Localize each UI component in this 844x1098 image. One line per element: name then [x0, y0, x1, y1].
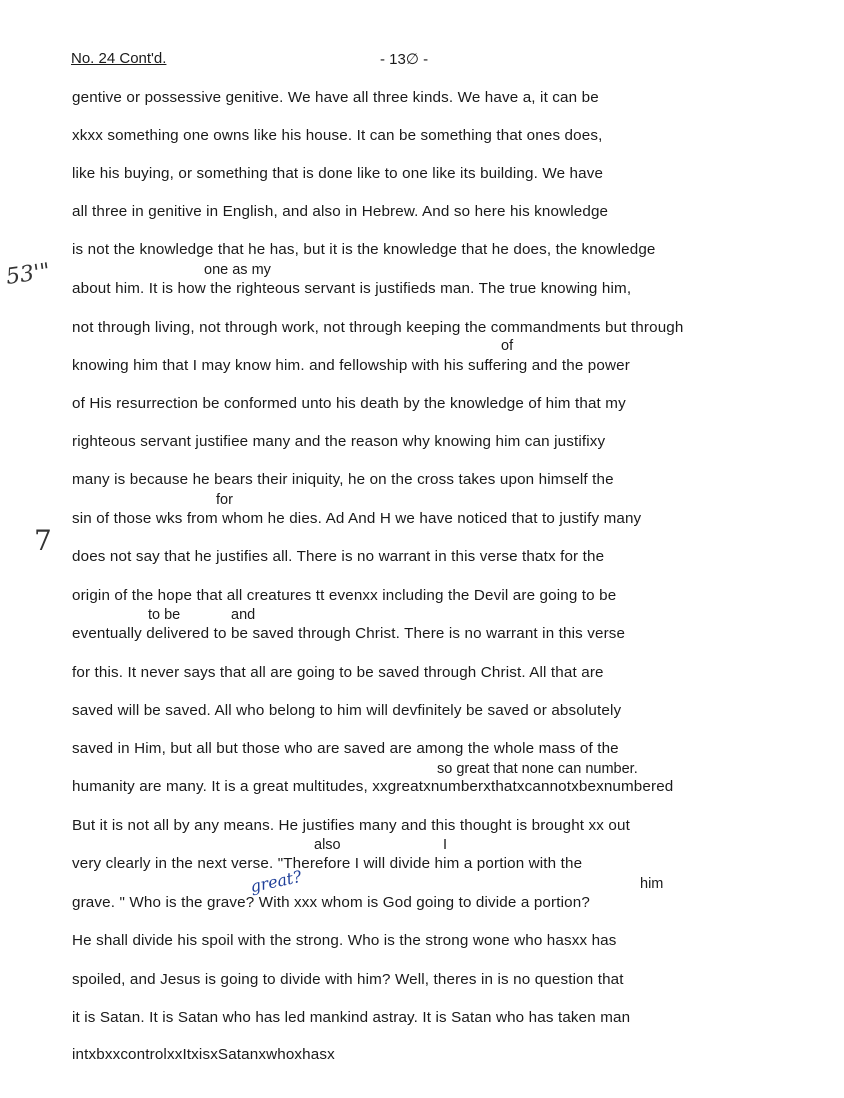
text-line: grave. " Who is the grave? With xxx whom is God going to divide a portion? [72, 894, 590, 911]
typed-insertion: and [231, 607, 256, 623]
typed-insertion: also [314, 837, 341, 853]
text-line: origin of the hope that all creatures tt evenxx including the Devil are going to be [72, 587, 617, 604]
typed-insertion: so great that none can number. [437, 761, 638, 777]
text-line: many is because he bears their iniquity, he on the cross takes upon himself the [72, 471, 614, 488]
text-line: He shall divide his spoil with the strong. Who is the strong wone who hasxx has [72, 932, 617, 949]
text-line: sin of those wks from whom he dies. Ad And H we have noticed that to justify many [72, 510, 642, 527]
typed-insertion: for [216, 492, 233, 508]
text-line: does not say that he justifies all. There is no warrant in this verse thatx for the [72, 548, 605, 565]
text-line: xkxx something one owns like his house. It can be something that ones does, [72, 127, 603, 144]
text-line: eventually delivered to be saved through Christ. There is no warrant in this verse [72, 625, 626, 642]
typed-insertion: I [443, 837, 448, 853]
margin-note-number: 7 [34, 524, 52, 557]
typed-insertion: to be [148, 607, 181, 623]
text-line: saved will be saved. All who belong to him will devfinitely be saved or absolutely [72, 702, 622, 719]
text-line: humanity are many. It is a great multitudes, xxgreatxnumberxthatxcannotxbexnumbered [72, 778, 674, 795]
text-line: very clearly in the next verse. "Therefore I will divide him a portion with the [72, 855, 583, 872]
typed-insertion: of [501, 338, 514, 354]
text-line: it is Satan. It is Satan who has led mankind astray. It is Satan who has taken man [72, 1009, 631, 1026]
margin-note-time: 53'" [4, 259, 52, 290]
typed-insertion: one as my [204, 262, 271, 278]
text-line: intxbxxcontrolxxItxisxSatanxwhoxhasx [72, 1046, 335, 1063]
text-line: about him. It is how the righteous servant is justifieds man. The true knowing him, [72, 280, 632, 297]
text-line: is not the knowledge that he has, but it is the knowledge that he does, the knowledge [72, 241, 656, 258]
page-number: - 13∅ - [380, 51, 429, 68]
page-header-label: No. 24 Cont'd. [71, 50, 167, 67]
text-line: righteous servant justifiee many and the reason why knowing him can justifixy [72, 433, 606, 450]
text-line: not through living, not through work, not through keeping the commandments but through [72, 319, 684, 336]
text-line: But it is not all by any means. He justifies many and this thought is brought xx out [72, 817, 630, 834]
text-line: like his buying, or something that is done like to one like its building. We have [72, 165, 604, 182]
text-line: gentive or possessive genitive. We have all three kinds. We have a, it can be [72, 89, 599, 106]
text-line: saved in Him, but all but those who are saved are among the whole mass of the [72, 740, 619, 757]
handwritten-insertion: great? [248, 866, 304, 897]
text-line: knowing him that I may know him. and fellowship with his suffering and the power [72, 357, 630, 374]
text-line: all three in genitive in English, and also in Hebrew. And so here his knowledge [72, 203, 609, 220]
text-line: of His resurrection be conformed unto his death by the knowledge of him that my [72, 395, 626, 412]
typed-insertion: him [640, 876, 664, 892]
text-line: spoiled, and Jesus is going to divide with him? Well, theres in is no question that [72, 971, 624, 988]
text-line: for this. It never says that all are going to be saved through Christ. All that are [72, 664, 604, 681]
